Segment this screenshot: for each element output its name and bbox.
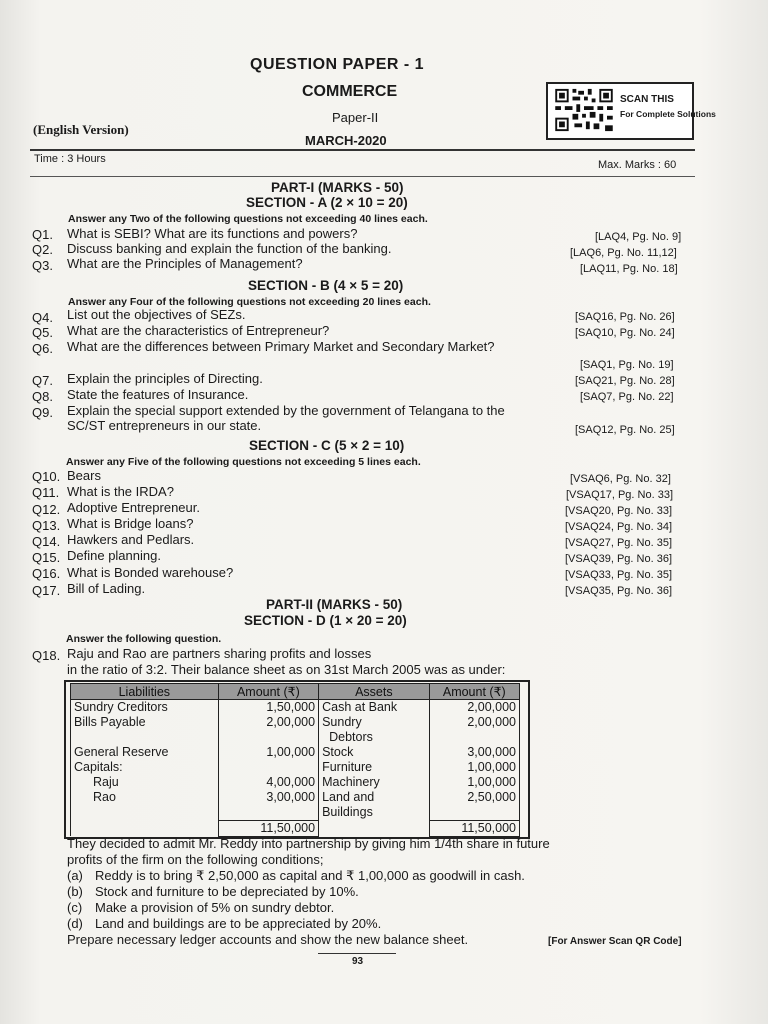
subject-title: COMMERCE [302, 83, 398, 100]
question-ref: [VSAQ6, Pg. No. 32] [570, 473, 671, 485]
question-ref: [LAQ11, Pg. No. 18] [580, 263, 678, 275]
question-text: What is Bridge loans? [67, 516, 194, 531]
question-number: Q2. [32, 242, 53, 257]
table-cell: 2,00,000 [429, 715, 519, 730]
table-cell: Capitals: [71, 760, 219, 775]
table-cell [319, 820, 429, 836]
question-text-continued: SC/ST entrepreneurs in our state. [67, 418, 262, 433]
table-cell: 1,50,000 [218, 700, 318, 716]
question-ref: [VSAQ17, Pg. No. 33] [566, 489, 674, 501]
column-header: Amount (₹) [218, 684, 318, 700]
table-total-row [71, 820, 520, 836]
total-liabilities: 11,50,000 [218, 820, 318, 836]
question-ref: [VSAQ39, Pg. No. 36] [565, 553, 673, 565]
qr-answer-note: [For Answer Scan QR Code] [548, 936, 682, 947]
sectionC-heading: SECTION - C (5 × 2 = 10) [249, 438, 405, 453]
condition-label: (d) [67, 916, 83, 931]
question-number: Q16. [32, 566, 61, 581]
question-text-continued: profits of the firm on the following conditions; [67, 852, 324, 867]
question-ref: [VSAQ24, Pg. No. 34] [565, 521, 673, 533]
header-divider [30, 149, 695, 151]
question-ref: [SAQ16, Pg. No. 26] [575, 311, 675, 323]
subheader-divider [30, 176, 695, 177]
condition-text: Stock and furniture to be depreciated by 10%. [95, 884, 359, 899]
column-header: Liabilities [71, 684, 219, 700]
question-text-continued: They decided to admit Mr. Reddy into partnership by giving him 1/4th share in future [67, 836, 550, 851]
question-ref: [VSAQ27, Pg. No. 35] [565, 537, 673, 549]
qr-scan-box[interactable] [546, 82, 716, 140]
table-header-row [71, 684, 520, 700]
table-cell [218, 805, 318, 820]
table-cell [429, 730, 519, 745]
question-number: Q7. [32, 373, 53, 388]
table-cell: Furniture [319, 760, 429, 775]
sectionA-instruction: Answer any Two of the following questions not exceeding 40 lines each. [68, 213, 428, 225]
table-cell: 1,00,000 [429, 760, 519, 775]
question-text: Explain the principles of Directing. [67, 371, 263, 386]
page-number-rule [318, 953, 396, 954]
total-assets: 11,50,000 [429, 820, 519, 836]
column-header: Assets [319, 684, 429, 700]
sectionB-instruction: Answer any Four of the following questions not exceeding 20 lines each. [68, 296, 431, 308]
question-text: Explain the special support extended by the government of Telangana to the [67, 403, 505, 418]
question-ref: [VSAQ33, Pg. No. 35] [565, 569, 673, 581]
question-text: Hawkers and Pedlars. [67, 532, 195, 547]
table-row [71, 775, 520, 790]
condition-label: (b) [67, 884, 83, 899]
table-row [71, 700, 520, 716]
balance-sheet-table [70, 683, 520, 837]
sectionD-heading: SECTION - D (1 × 20 = 20) [244, 613, 407, 628]
question-text: State the features of Insurance. [67, 387, 249, 402]
table-cell: Bills Payable [71, 715, 219, 730]
question-number: Q8. [32, 389, 53, 404]
question-text: Define planning. [67, 548, 161, 563]
question-number: Q18. [32, 648, 61, 663]
paper-label: Paper-II [332, 110, 379, 125]
question-number: Q3. [32, 258, 53, 273]
table-cell: Rao [71, 790, 219, 805]
question-text: Adoptive Entrepreneur. [67, 500, 200, 515]
question-text: What is Bonded warehouse? [67, 565, 234, 580]
table-cell: Land and [319, 790, 429, 805]
table-row [71, 730, 520, 745]
table-cell: Buildings [319, 805, 429, 820]
question-number: Q13. [32, 518, 61, 533]
table-cell: 4,00,000 [218, 775, 318, 790]
table-cell: 2,00,000 [429, 700, 519, 716]
sectionA-heading: SECTION - A (2 × 10 = 20) [246, 195, 408, 210]
question-number: Q17. [32, 583, 61, 598]
question-ref: [SAQ21, Pg. No. 28] [575, 375, 675, 387]
part2-heading: PART-II (MARKS - 50) [266, 597, 403, 612]
table-cell: Raju [71, 775, 219, 790]
column-header: Amount (₹) [429, 684, 519, 700]
table-cell: Sundry Creditors [71, 700, 219, 716]
question-text: List out the objectives of SEZs. [67, 307, 246, 322]
page-number: 93 [352, 956, 364, 967]
table-row [71, 760, 520, 775]
paper-title: QUESTION PAPER - 1 [250, 56, 425, 73]
question-number: Q12. [32, 502, 61, 517]
table-row [71, 790, 520, 805]
scan-solutions-label: For Complete Solutions [620, 109, 716, 119]
question-number: Q9. [32, 405, 53, 420]
condition-label: (c) [67, 900, 83, 915]
condition-label: (a) [67, 868, 83, 883]
table-row [71, 805, 520, 820]
question-text: Discuss banking and explain the function of the banking. [67, 241, 392, 256]
sectionC-instruction: Answer any Five of the following questions not exceeding 5 lines each. [66, 456, 421, 468]
question-text-continued: in the ratio of 3:2. Their balance sheet as on 31st March 2005 was as under: [67, 662, 506, 677]
scan-this-label: SCAN THIS [620, 94, 674, 105]
table-cell: 2,50,000 [429, 790, 519, 805]
question-text: What are the characteristics of Entrepreneur? [67, 323, 330, 338]
question-text: What are the differences between Primary Market and Secondary Market? [67, 339, 495, 354]
condition-text: Land and buildings are to be appreciated by 20%. [95, 916, 382, 931]
question-number: Q6. [32, 341, 53, 356]
table-cell: Machinery [319, 775, 429, 790]
table-cell [218, 760, 318, 775]
exam-date: MARCH-2020 [305, 133, 387, 148]
table-cell [71, 820, 219, 836]
sectionB-heading: SECTION - B (4 × 5 = 20) [248, 278, 404, 293]
question-number: Q15. [32, 550, 61, 565]
question-ref: [VSAQ35, Pg. No. 36] [565, 585, 673, 597]
question-final-instruction: Prepare necessary ledger accounts and show the new balance sheet. [67, 932, 469, 947]
table-cell: Stock [319, 745, 429, 760]
question-ref: [SAQ12, Pg. No. 25] [575, 424, 675, 436]
version-label: (English Version) [33, 122, 129, 137]
table-cell [429, 805, 519, 820]
table-row [71, 745, 520, 760]
question-number: Q11. [32, 485, 60, 500]
table-cell: Sundry [319, 715, 429, 730]
question-text: What is SEBI? What are its functions and powers? [67, 226, 358, 241]
table-cell: 3,00,000 [218, 790, 318, 805]
condition-text: Make a provision of 5% on sundry debtor. [95, 900, 335, 915]
table-cell: Cash at Bank [319, 700, 429, 716]
question-ref: [SAQ7, Pg. No. 22] [580, 391, 674, 403]
condition-text: Reddy is to bring ₹ 2,50,000 as capital and ₹ 1,00,000 as goodwill in cash. [95, 868, 525, 883]
table-cell: 1,00,000 [429, 775, 519, 790]
question-number: Q10. [32, 469, 61, 484]
question-text: Bears [67, 468, 101, 483]
question-number: Q14. [32, 534, 61, 549]
table-row [71, 715, 520, 730]
part1-heading: PART-I (MARKS - 50) [271, 180, 404, 195]
question-text: What are the Principles of Management? [67, 256, 303, 271]
question-ref: [LAQ6, Pg. No. 11,12] [570, 247, 677, 259]
time-label: Time : 3 Hours [34, 153, 106, 165]
table-cell: 3,00,000 [429, 745, 519, 760]
table-cell [71, 730, 219, 745]
question-text: What is the IRDA? [67, 484, 174, 499]
table-cell [71, 805, 219, 820]
question-number: Q4. [32, 310, 53, 325]
question-number: Q1. [32, 227, 53, 242]
table-cell: 1,00,000 [218, 745, 318, 760]
question-ref: [SAQ10, Pg. No. 24] [575, 327, 675, 339]
max-marks-label: Max. Marks : 60 [598, 159, 677, 171]
table-cell [218, 730, 318, 745]
table-cell: Debtors [319, 730, 429, 745]
question-ref: [SAQ1, Pg. No. 19] [580, 359, 674, 371]
qr-code-icon[interactable] [552, 87, 616, 133]
question-ref: [VSAQ20, Pg. No. 33] [565, 505, 673, 517]
question-number: Q5. [32, 325, 53, 340]
sectionD-instruction: Answer the following question. [66, 633, 222, 645]
table-cell: 2,00,000 [218, 715, 318, 730]
question-text: Bill of Lading. [67, 581, 146, 596]
question-ref: [LAQ4, Pg. No. 9] [595, 231, 682, 243]
table-cell: General Reserve [71, 745, 219, 760]
question-text: Raju and Rao are partners sharing profits and losses [67, 646, 372, 661]
